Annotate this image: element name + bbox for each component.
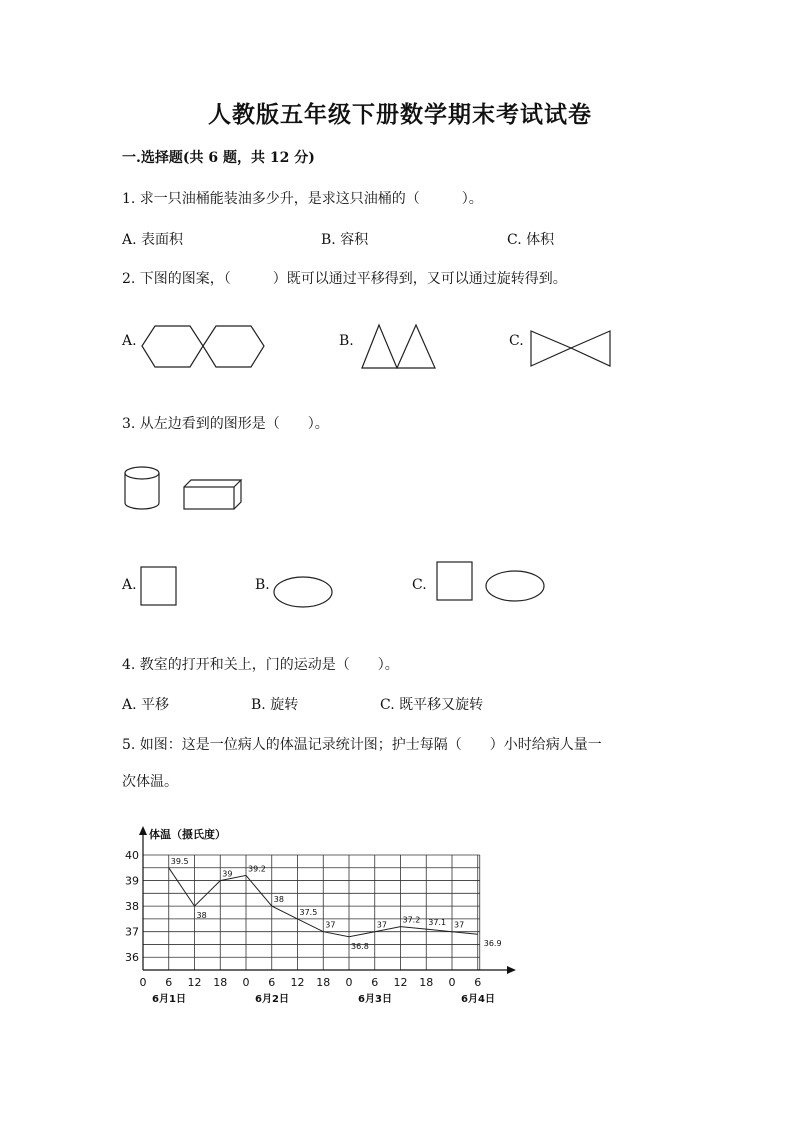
x-axis-arrow [507,966,516,974]
x-tick-label: 18 [213,976,228,989]
data-label: 39.2 [248,864,266,874]
data-label: 37.2 [402,915,421,925]
x-tick-label: 12 [290,976,305,989]
date-label: 6月2日 [255,994,289,1005]
data-label: 38 [273,895,284,905]
q2-option-b: B. [339,333,354,349]
data-label: 39.5 [170,856,189,866]
question-5-line-2: 次体温。 [122,774,178,790]
data-label: 36.9 [483,939,502,949]
x-tick-label: 18 [316,976,331,989]
x-tick-label: 18 [419,976,434,989]
page-title: 人教版五年级下册数学期末考试试卷 [208,101,592,128]
question-1: 1. 求一只油桶能装油多少升，是求这只油桶的（ ）。 [122,191,483,207]
data-label: 37 [454,920,465,930]
x-tick-label: 6 [474,976,482,989]
y-tick-label: 39 [125,874,139,888]
x-tick-label: 12 [187,976,202,989]
q3-option-a: A. [122,577,137,593]
y-axis-arrow [139,826,147,835]
q4-option-c: C. 既平移又旋转 [380,697,484,713]
date-label: 6月3日 [358,994,392,1005]
date-label: 6月4日 [461,994,495,1005]
question-3: 3. 从左边看到的图形是（ ）。 [122,416,329,432]
data-label: 37.1 [428,918,447,928]
q1-option-a: A. 表面积 [122,232,184,248]
x-tick-label: 6 [371,976,379,989]
x-tick-label: 6 [268,976,276,989]
question-2: 2. 下图的图案，（ ）既可以通过平移得到，又可以通过旋转得到。 [122,271,567,287]
y-tick-label: 40 [125,849,139,862]
x-tick-label: 0 [448,976,456,989]
x-tick-label: 0 [345,976,353,989]
y-tick-label: 38 [125,900,139,914]
q3-option-c: C. [412,577,427,593]
y-tick-label: 37 [125,925,139,939]
q1-option-b: B. 容积 [321,232,369,248]
q4-option-b: B. 旋转 [251,697,299,713]
x-tick-label: 12 [393,976,408,989]
date-label: 6月1日 [152,994,186,1005]
data-label: 37 [325,920,336,930]
x-tick-label: 0 [139,976,147,989]
data-label: 37.5 [299,907,318,917]
y-tick-label: 36 [125,951,139,965]
data-label: 38 [196,911,207,921]
x-tick-label: 0 [242,976,250,989]
data-label: 39 [222,869,233,879]
q1-option-c: C. 体积 [507,232,555,248]
q4-option-a: A. 平移 [122,697,170,713]
q2-option-a: A. [122,333,137,349]
x-tick-label: 6 [165,976,173,989]
question-5-line-1: 5. 如图：这是一位病人的体温记录统计图；护士每隔（ ）小时给病人量一 [122,737,602,753]
section-heading: 一.选择题(共 6 题，共 12 分) [122,150,315,166]
y-axis-label: 体温（摄氏度） [149,828,226,841]
q3-option-b: B. [255,577,270,593]
data-label: 37 [376,920,387,930]
data-label: 36.8 [351,941,369,951]
question-4: 4. 教室的打开和关上，门的运动是（ ）。 [122,657,399,673]
q2-option-c: C. [509,333,524,349]
